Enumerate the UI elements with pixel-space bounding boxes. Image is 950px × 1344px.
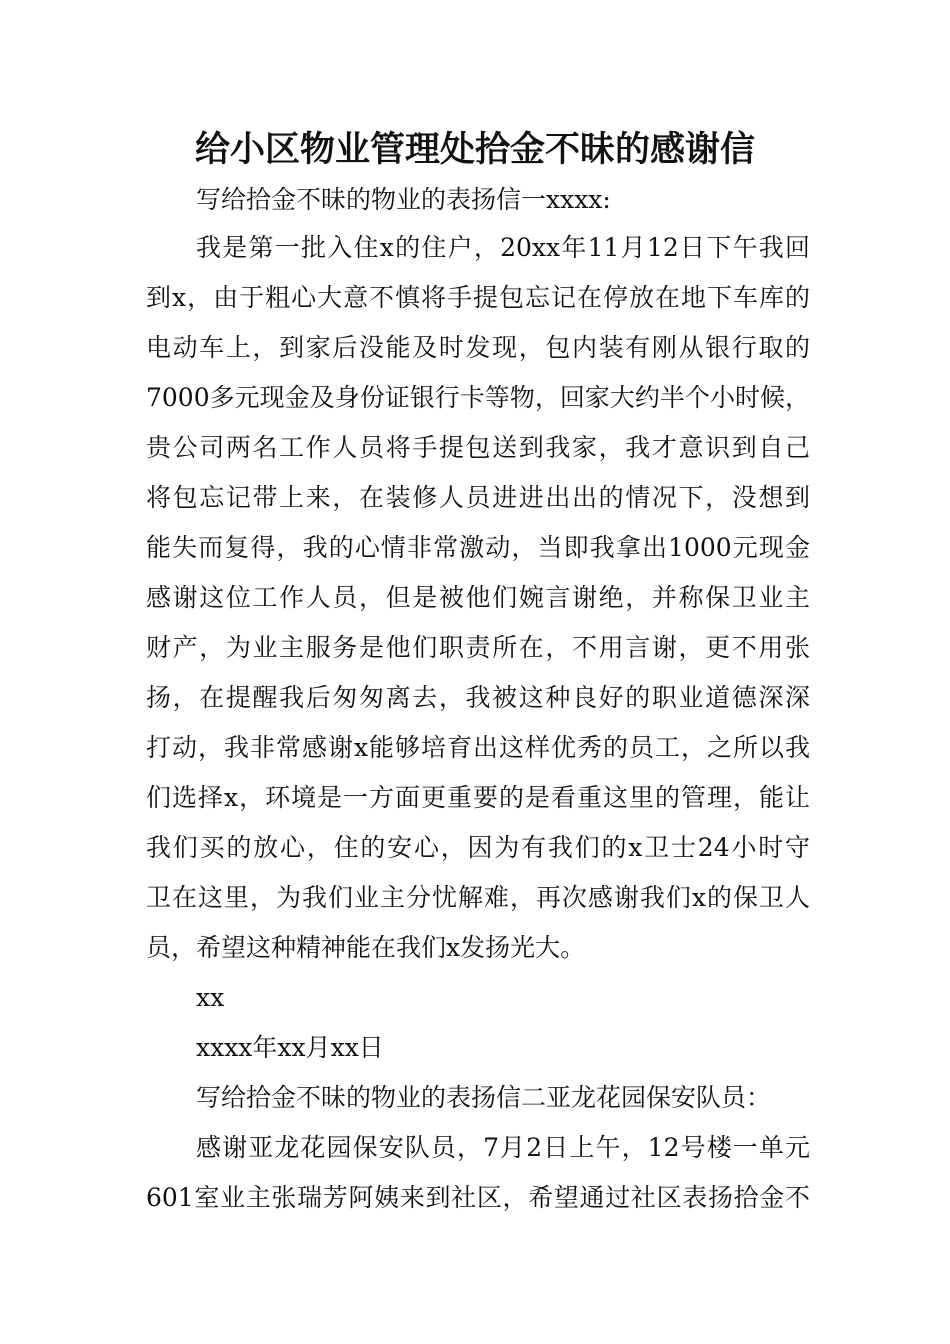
body-line: 我们买的放心，住的安心，因为有我们的x卫士24小时守: [146, 833, 810, 862]
body-line: 能失而复得，我的心情非常激动，当即我拿出1000元现金: [146, 533, 810, 562]
body-line: 将包忘记带上来，在装修人员进进出出的情况下，没想到: [146, 483, 810, 512]
document-title: 给小区物业管理处拾金不昧的感谢信: [194, 130, 755, 170]
body-line: xx: [196, 983, 225, 1012]
body-line: 7000多元现金及身份证银行卡等物，回家大约半个小时候，: [146, 383, 810, 412]
body-line: 写给拾金不昧的物业的表扬信二亚龙花园保安队员：: [196, 1083, 772, 1112]
body-line: 扬，在提醒我后匆匆离去，我被这种良好的职业道德深深: [146, 683, 810, 712]
body-line: 到x，由于粗心大意不慎将手提包忘记在停放在地下车库的: [146, 283, 810, 312]
body-line: 打动，我非常感谢x能够培育出这样优秀的员工，之所以我: [146, 733, 810, 762]
body-line: 财产，为业主服务是他们职责所在，不用言谢，更不用张: [146, 633, 810, 662]
body-line: 电动车上，到家后没能及时发现，包内装有刚从银行取的: [146, 333, 810, 362]
body-line: 感谢这位工作人员，但是被他们婉言谢绝，并称保卫业主: [146, 583, 810, 612]
body-line: 我是第一批入住x的住户，20xx年11月12日下午我回: [196, 233, 810, 262]
body-line: 卫在这里，为我们业主分忧解难，再次感谢我们x的保卫人: [146, 883, 810, 912]
body-line: 贵公司两名工作人员将手提包送到我家，我才意识到自己: [146, 433, 810, 462]
body-line: 写给拾金不昧的物业的表扬信一xxxx:: [196, 185, 611, 214]
body-line: 们选择x，环境是一方面更重要的是看重这里的管理，能让: [146, 783, 810, 812]
body-line: 601室业主张瑞芳阿姨来到社区，希望通过社区表扬拾金不: [146, 1183, 810, 1212]
body-line: xxxx年xx月xx日: [196, 1033, 384, 1062]
body-line: 感谢亚龙花园保安队员，7月2日上午，12号楼一单元: [196, 1133, 810, 1162]
body-line: 员，希望这种精神能在我们x发扬光大。: [146, 933, 586, 962]
